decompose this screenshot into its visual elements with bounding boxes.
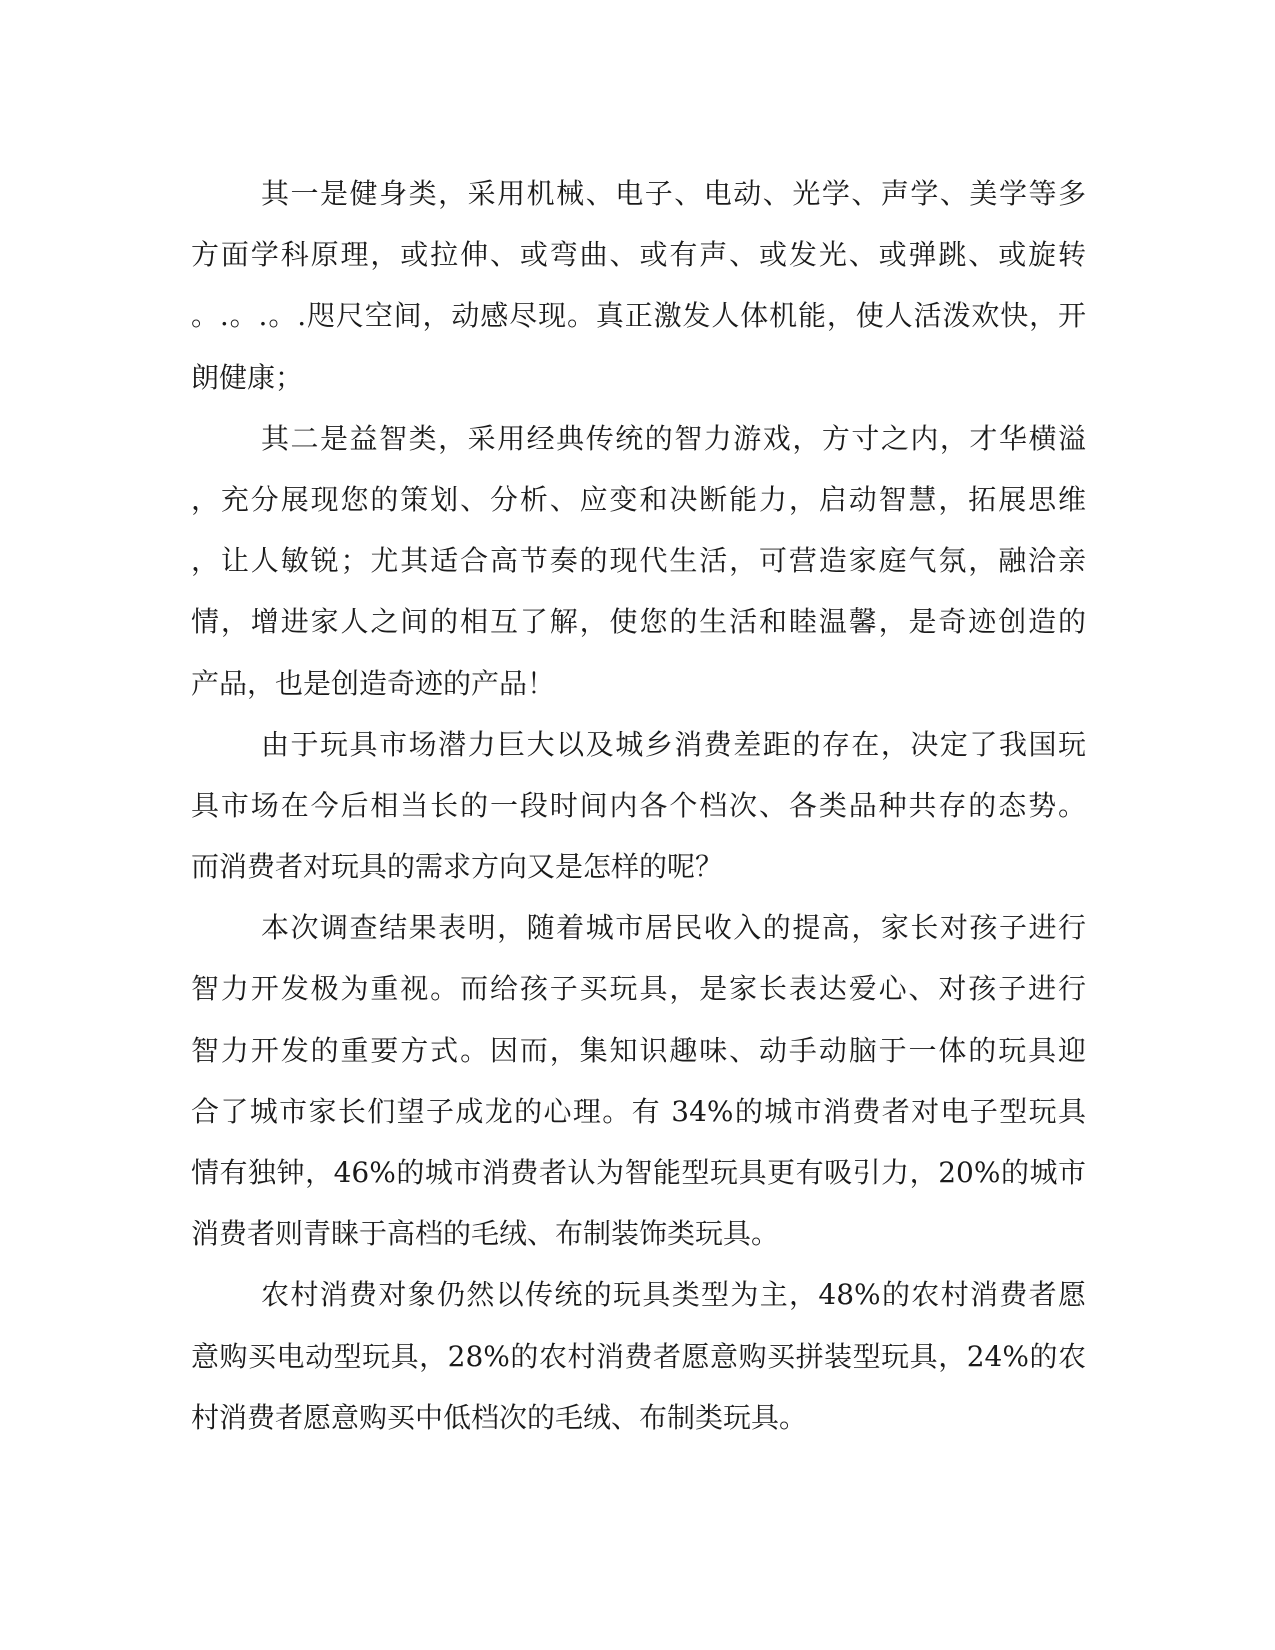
text-line: ，让人敏锐；尤其适合高节奏的现代生活，可营造家庭气氛，融洽亲	[191, 544, 1086, 578]
text-line: 农村消费对象仍然以传统的玩具类型为主，48%的农村消费者愿	[261, 1278, 1086, 1312]
text-line: 其二是益智类，采用经典传统的智力游戏，方寸之内，才华横溢	[261, 421, 1086, 455]
text-line: 智力开发极为重视。而给孩子买玩具，是家长表达爱心、对孩子进行	[191, 972, 1086, 1006]
text-line: 其一是健身类，采用机械、电子、电动、光学、声学、美学等多	[261, 177, 1086, 210]
text-line: 。.。.。.咫尺空间，动感尽现。真正激发人体机能，使人活泼欢快，开	[191, 299, 1086, 333]
text-line: 朗健康；	[191, 360, 304, 394]
paragraph-rural	[191, 1264, 1086, 1448]
text-line: 由于玩具市场潜力巨大以及城乡消费差距的存在，决定了我国玩	[261, 727, 1086, 761]
text-line: 智力开发的重要方式。因而，集知识趣味、动手动脑于一体的玩具迎	[191, 1033, 1086, 1067]
paragraph-fitness	[191, 163, 1086, 408]
text-line: 村消费者愿意购买中低档次的毛绒、布制类玩具。	[191, 1400, 808, 1434]
text-line: 具市场在今后相当长的一段时间内各个档次、各类品种共存的态势。	[191, 788, 1086, 822]
text-line: 方面学科原理，或拉伸、或弯曲、或有声、或发光、或弹跳、或旋转	[191, 238, 1086, 272]
paragraph-market	[191, 714, 1086, 898]
text-line: 本次调查结果表明，随着城市居民收入的提高，家长对孩子进行	[261, 911, 1086, 945]
text-line: 合了城市家长们望子成龙的心理。有 34%的城市消费者对电子型玩具	[191, 1094, 1086, 1128]
document-body	[191, 163, 1086, 1448]
text-line: 情，增进家人之间的相互了解，使您的生活和睦温馨，是奇迹创造的	[191, 605, 1086, 639]
text-line: 意购买电动型玩具，28%的农村消费者愿意购买拼装型玩具，24%的农	[191, 1339, 1086, 1373]
text-line: ，充分展现您的策划、分析、应变和决断能力，启动智慧，拓展思维	[191, 482, 1086, 516]
paragraph-urban	[191, 897, 1086, 1264]
text-line: 而消费者对玩具的需求方向又是怎样的呢？	[191, 850, 724, 884]
paragraph-puzzle	[191, 408, 1086, 714]
text-line: 消费者则青睐于高档的毛绒、布制装饰类玩具。	[191, 1217, 780, 1251]
text-line: 产品，也是创造奇迹的产品！	[191, 666, 556, 700]
text-line: 情有独钟，46%的城市消费者认为智能型玩具更有吸引力，20%的城市	[191, 1156, 1086, 1189]
